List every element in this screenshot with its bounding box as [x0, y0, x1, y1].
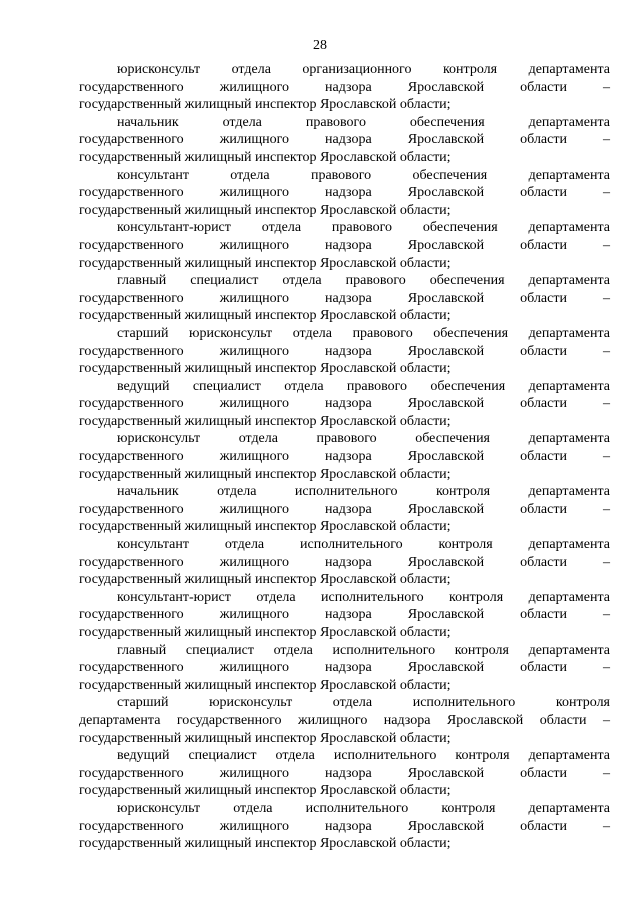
entry-line: начальник отдела исполнительного контроля департамента: [117, 484, 610, 500]
position-entry: [79, 800, 610, 853]
entry-line: государственный жилищный инспектор Ярославской области;: [79, 572, 451, 588]
entry-line: консультант-юрист отдела правового обеспечения департамента: [117, 220, 610, 236]
entry-line: государственный жилищный инспектор Ярославской области;: [79, 730, 451, 746]
entry-line: консультант отдела правового обеспечения департамента: [117, 167, 610, 183]
entry-line: главный специалист отдела исполнительного контроля департамента: [117, 642, 610, 658]
position-entry: [79, 114, 610, 167]
entry-line: государственный жилищный инспектор Ярославской области;: [79, 255, 451, 271]
entry-line: юрисконсульт отдела исполнительного контроля департамента: [117, 800, 610, 816]
entry-line: государственный жилищный инспектор Ярославской области;: [79, 677, 451, 693]
entry-line: начальник отдела правового обеспечения департамента: [117, 114, 610, 130]
entry-line: консультант-юрист отдела исполнительного контроля департамента: [117, 589, 610, 605]
entry-line: старший юрисконсульт отдела исполнительного контроля: [117, 695, 610, 711]
entry-line: государственный жилищный инспектор Ярославской области;: [79, 466, 451, 482]
page-number: 28: [313, 38, 327, 53]
entry-line: государственного жилищного надзора Ярославской области –: [79, 79, 610, 95]
entry-line: ведущий специалист отдела исполнительного контроля департамента: [117, 748, 610, 764]
position-entry: [79, 536, 610, 589]
entry-line: государственного жилищного надзора Ярославской области –: [79, 607, 610, 623]
entry-line: консультант отдела исполнительного контроля департамента: [117, 537, 610, 553]
position-entry: [79, 483, 610, 536]
position-entry: [79, 325, 610, 378]
entry-line: государственного жилищного надзора Ярославской области –: [79, 185, 610, 201]
entry-line: государственный жилищный инспектор Ярославской области;: [79, 308, 451, 324]
position-entry: [79, 272, 610, 325]
entry-line: государственного жилищного надзора Ярославской области –: [79, 554, 610, 570]
entry-line: старший юрисконсульт отдела правового обеспечения департамента: [117, 325, 610, 341]
entry-line: государственного жилищного надзора Ярославской области –: [79, 818, 610, 834]
entry-line: государственный жилищный инспектор Ярославской области;: [79, 413, 451, 429]
entry-line: государственного жилищного надзора Ярославской области –: [79, 343, 610, 359]
entry-line: государственного жилищного надзора Ярославской области –: [79, 290, 610, 306]
entry-line: юрисконсульт отдела правового обеспечения департамента: [117, 431, 610, 447]
entry-line: государственный жилищный инспектор Ярославской области;: [79, 149, 451, 165]
entry-line: государственный жилищный инспектор Ярославской области;: [79, 97, 451, 113]
entry-line: департамента государственного жилищного надзора Ярославской области –: [79, 712, 610, 728]
entry-line: государственного жилищного надзора Ярославской области –: [79, 765, 610, 781]
entry-line: государственный жилищный инспектор Ярославской области;: [79, 836, 451, 852]
document-body: [79, 61, 610, 853]
entry-line: государственного жилищного надзора Ярославской области –: [79, 449, 610, 465]
entry-line: государственный жилищный инспектор Ярославской области;: [79, 625, 451, 640]
entry-line: государственный жилищный инспектор Ярославской области;: [79, 202, 451, 218]
entry-line: главный специалист отдела правового обеспечения департамента: [117, 273, 610, 289]
position-entry: [79, 430, 610, 483]
position-entry: [79, 167, 610, 220]
entry-line: государственного жилищного надзора Ярославской области –: [79, 501, 610, 517]
entry-line: государственного жилищного надзора Ярославской области –: [79, 237, 610, 253]
entry-line: государственного жилищного надзора Ярославской области –: [79, 396, 610, 412]
entry-line: ведущий специалист отдела правового обеспечения департамента: [117, 378, 610, 394]
entry-line: государственный жилищный инспектор Ярославской области;: [79, 519, 451, 535]
position-entry: [79, 219, 610, 272]
position-entry: [79, 589, 610, 642]
entry-line: государственного жилищного надзора Ярославской области –: [79, 660, 610, 676]
position-entry: [79, 61, 610, 114]
entry-line: государственный жилищный инспектор Ярославской области;: [79, 783, 451, 799]
entry-line: государственный жилищный инспектор Ярославской области;: [79, 361, 451, 377]
position-entry: [79, 747, 610, 800]
entry-line: государственного жилищного надзора Ярославской области –: [79, 132, 610, 148]
position-entry: [79, 378, 610, 431]
entry-line: юрисконсульт отдела организационного контроля департамента: [117, 62, 610, 77]
position-entry: [79, 694, 610, 747]
position-entry: [79, 642, 610, 695]
